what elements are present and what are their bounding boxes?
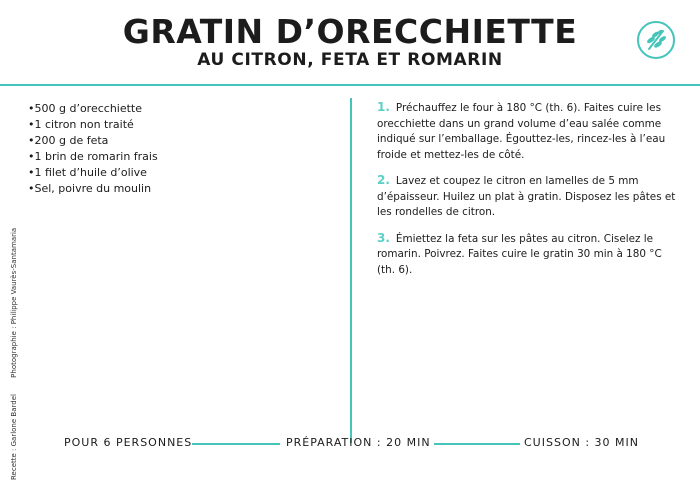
recipe-subtitle: AU CITRON, FETA ET ROMARIN <box>197 50 503 70</box>
step-number: 3. <box>377 230 390 245</box>
cook-time-label: CUISSON : 30 MIN <box>524 436 639 449</box>
prep-time-label: PRÉPARATION : 20 MIN <box>286 436 431 449</box>
footer-divider <box>192 443 280 445</box>
recipe-title: GRATIN D’ORECCHIETTE <box>122 12 578 51</box>
step-3 <box>377 231 677 279</box>
list-item: • 500 g d’orecchiette <box>28 101 158 117</box>
list-item: • 200 g de feta <box>28 133 158 149</box>
servings-label: POUR 6 PERSONNES <box>64 436 193 449</box>
ingredient-list <box>28 101 158 197</box>
column-divider <box>350 98 352 443</box>
step-text: Lavez et coupez le citron en lamelles de 5 mm d’épaisseur. Huilez un plat à gratin. Disposez les pâtes et les rondelles de citron. <box>377 175 676 218</box>
credit-photo: Photographie : Philippe Vaurès-Santamaria <box>10 227 18 378</box>
step-number: 1. <box>377 100 390 114</box>
list-item: • 1 filet d’huile d’olive <box>28 165 158 181</box>
list-item: • Sel, poivre du moulin <box>28 181 158 197</box>
list-item: • 1 citron non traité <box>28 117 158 133</box>
list-item: • 1 brin de romarin frais <box>28 149 158 165</box>
header-divider <box>0 84 700 86</box>
instructions <box>377 100 677 288</box>
step-1 <box>377 100 677 163</box>
leaf-icon <box>636 20 676 60</box>
footer-divider <box>434 443 520 445</box>
recipe-footer <box>0 434 700 454</box>
credit-recipe: Recette : Garlone Bardel <box>10 394 18 480</box>
step-number: 2. <box>377 173 390 187</box>
step-text: Émiettez la feta sur les pâtes au citron. Ciselez le romarin. Poivrez. Faites cuire le gratin 30 min à 180 °C (th. 6). <box>377 232 662 276</box>
step-2 <box>377 173 677 221</box>
step-text: Préchauffez le four à 180 °C (th. 6). Faites cuire les orecchiette dans un grand volume d’eau salée comme indiqué sur l’emballage. Égouttez-les, rincez-les à l’eau froide et mettez-les de côté. <box>377 102 666 161</box>
